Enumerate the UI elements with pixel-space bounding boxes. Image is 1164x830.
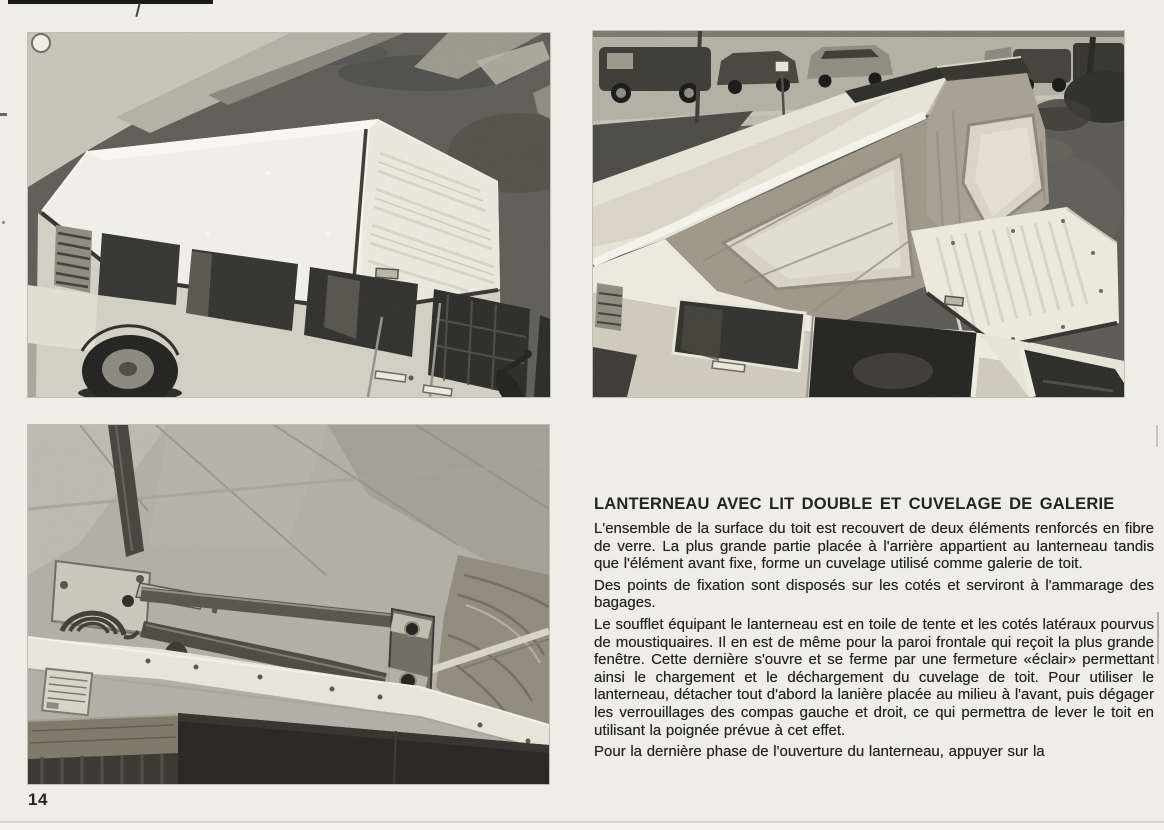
scan-artifact-pen-mark (135, 3, 140, 17)
article-paragraph-3: Le soufflet équipant le lanterneau est en toile de tente et les cotés latéraux pourvus de moustiquaires. Il en est de même pour la paroi frontale qui reçoit la plus grande fenêtre. Cette dernière s'ouvre et se ferme par une fermeture «éclair» permettant ainsi le chargement et le déchargement du cuvelage de toit. Pour utiliser le lanterneau, détacher tout d'abord la lanière placée au milieu à l'avant, puis dégager les verrouillages des compas gauche et droit, ce qui permettra de lever le toit en utilisant la poignée prévue à cet effet. (594, 615, 1154, 739)
article-paragraph-2: Des points de fixation sont disposés sur les cotés et serviront à l'ammarage des bagages. (594, 576, 1154, 612)
photo-van-roof-closed (28, 33, 550, 397)
photo-roof-hinge-interior (28, 425, 549, 784)
article-paragraph-1: L'ensemble de la surface du toit est recouvert de deux éléments renforcés en fibre de verre. La plus grande partie placée à l'arrière appartient au lanterneau tandis que l'élément avant fixe, forme un cuvelage utilisé comme galerie de toit. (594, 520, 1154, 573)
van-pop-top-raised-illustration (593, 31, 1124, 397)
scan-artifact-left-dash (0, 113, 7, 116)
article-paragraph-4: Pour la dernière phase de l'ouverture du lanterneau, appuyer sur la (594, 743, 1045, 761)
article (594, 494, 1154, 765)
scan-artifact-left-dot (2, 221, 5, 224)
scan-artifact-bottom-edge (0, 821, 1164, 830)
van-roof-closed-illustration (28, 33, 550, 397)
scan-artifact-right-line-1 (1156, 425, 1158, 447)
photo-van-pop-top-raised (593, 31, 1124, 397)
roof-hinge-interior-illustration (28, 425, 549, 784)
scan-artifact-right-line-2 (1157, 612, 1159, 664)
scan-artifact-top-bar (8, 0, 213, 4)
article-heading: LANTERNEAU AVEC LIT DOUBLE ET CUVELAGE DE GALERIE (594, 495, 1115, 513)
page-number: 14 (28, 790, 48, 809)
